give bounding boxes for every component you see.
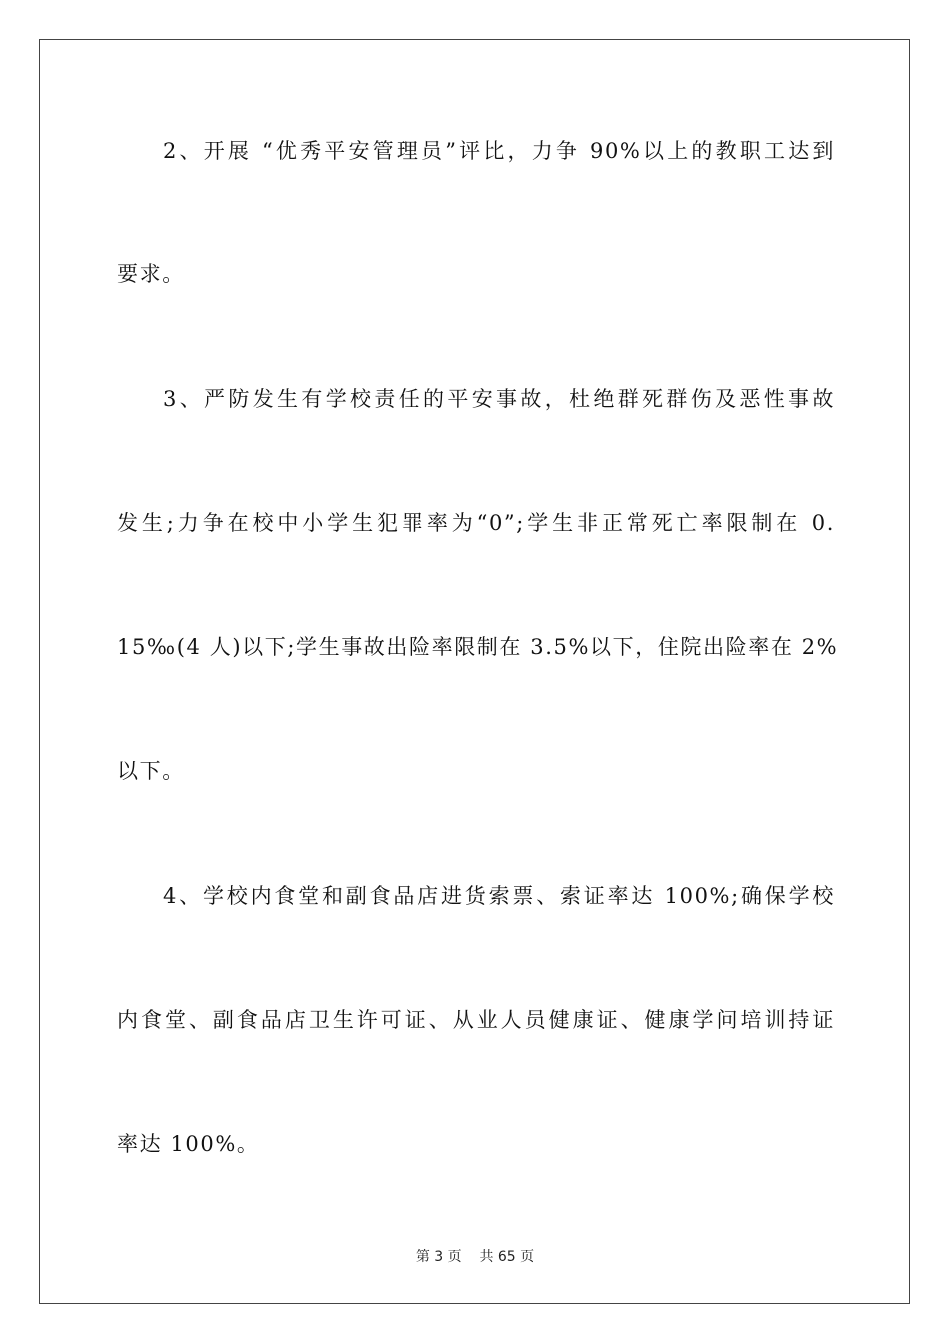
paragraph-2-line-4: 以下。 bbox=[117, 759, 185, 783]
page-border bbox=[39, 39, 910, 1304]
page-total: 共 65 页 bbox=[479, 1249, 535, 1265]
paragraph-2-line-2: 发生;力争在校中小学生犯罪率为“0”;学生非正常死亡率限制在 0. bbox=[117, 511, 835, 535]
paragraph-3-line-3: 率达 100%。 bbox=[117, 1132, 260, 1156]
paragraph-2-line-1: 3、严防发生有学校责任的平安事故，杜绝群死群伤及恶性事故 bbox=[163, 387, 835, 411]
paragraph-3-line-1: 4、学校内食堂和副食品店进货索票、索证率达 100%;确保学校 bbox=[163, 884, 835, 908]
page-footer bbox=[0, 1247, 950, 1267]
paragraph-2-line-3: 15‰(4 人)以下;学生事故出险率限制在 3.5%以下，住院出险率在 2% bbox=[117, 635, 839, 659]
paragraph-3-line-2: 内食堂、副食品店卫生许可证、从业人员健康证、健康学问培训持证 bbox=[117, 1008, 835, 1032]
paragraph-1-line-1: 2、开展 “优秀平安管理员”评比，力争 90%以上的教职工达到 bbox=[163, 139, 835, 163]
page-number: 第 3 页 bbox=[415, 1249, 462, 1265]
paragraph-1-line-2: 要求。 bbox=[117, 262, 185, 286]
